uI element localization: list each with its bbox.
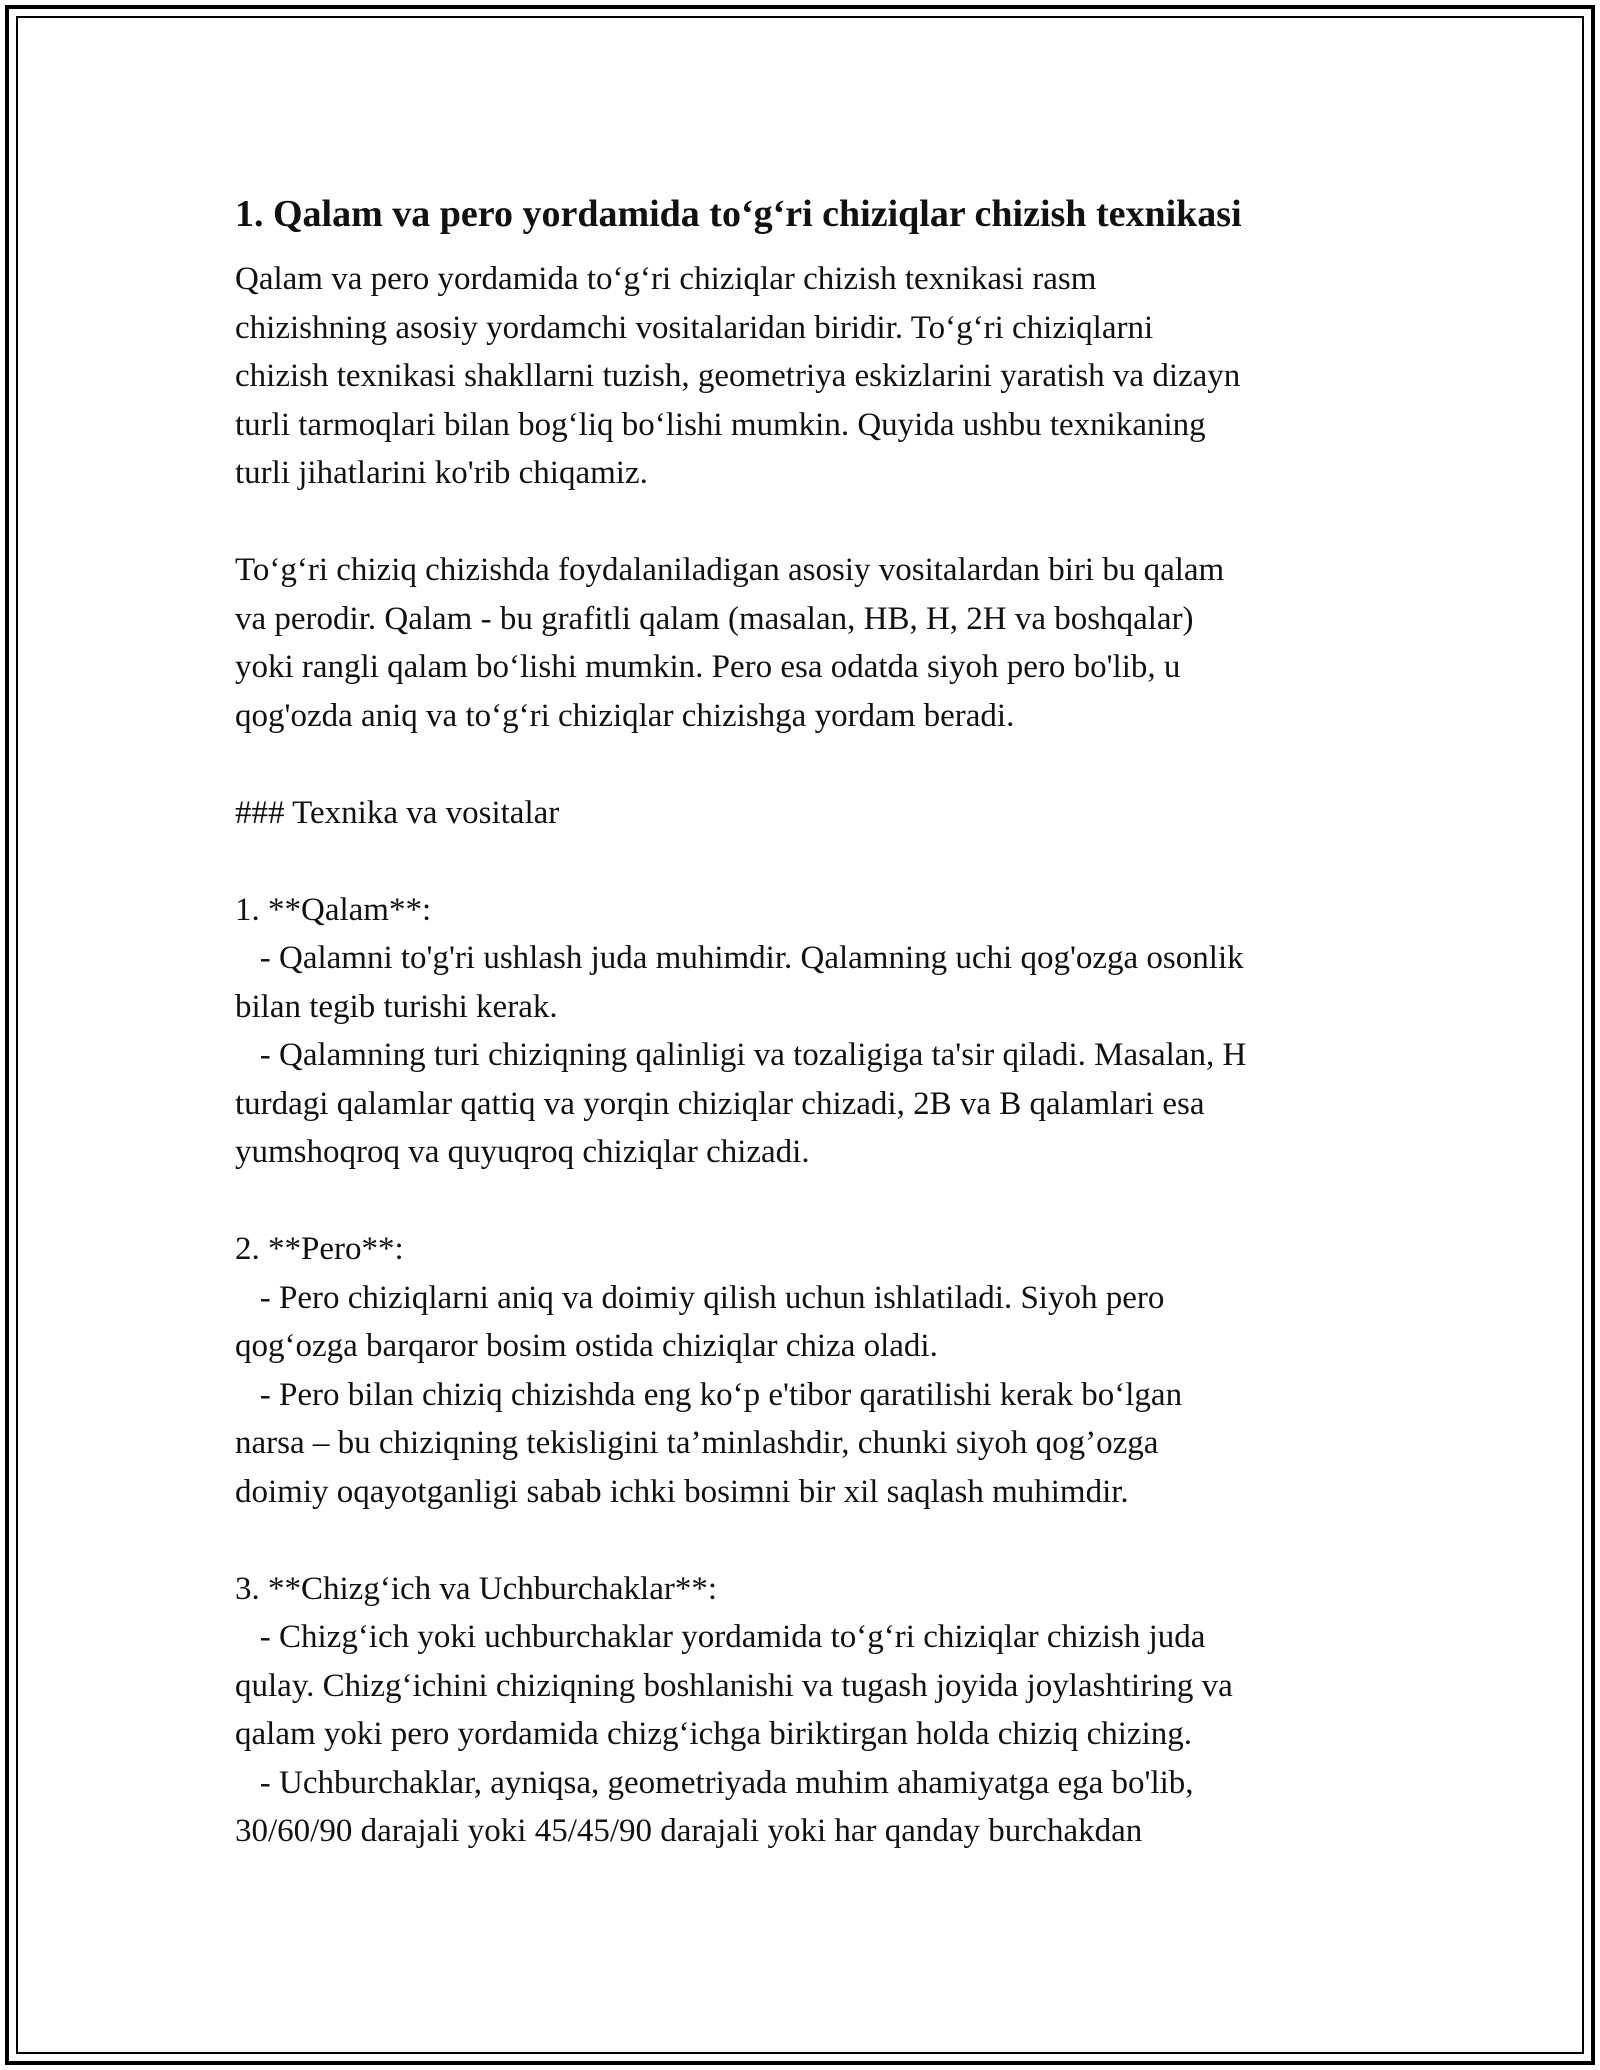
text-line: ### Texnika va vositalar (235, 794, 560, 831)
document-body (235, 183, 1375, 1856)
text-line: yumshoqroq va quyuqroq chiziqlar chizadi. (235, 1134, 810, 1170)
text-line: turdagi qalamlar qattiq va yorqin chiziqlar chizadi, 2B va B qalamlari esa (235, 1085, 1205, 1122)
section-heading: 1. Qalam va pero yordamida to‘g‘ri chiziqlar chizish texnikasi (235, 193, 1242, 235)
text-line: qog'ozda aniq va to‘g‘ri chiziqlar chizishga yordam beradi. (235, 697, 1015, 734)
text-line: 2. **Pero**: (235, 1231, 404, 1267)
blank-line (235, 740, 1375, 789)
text-line: - Qalamning turi chiziqning qalinligi va tozaligiga ta'sir qiladi. Masalan, H (235, 1037, 1247, 1073)
text-line: chizishning asosiy yordamchi vositalaridan biridir. To‘g‘ri chiziqlarni (235, 309, 1154, 346)
blank-line (235, 498, 1375, 547)
text-line: - Pero bilan chiziq chizishda eng ko‘p e'tibor qaratilishi kerak bo‘lgan (235, 1376, 1183, 1413)
text-line: turli tarmoqlari bilan bog‘liq bo‘lishi mumkin. Quyida ushbu texnikaning (235, 406, 1206, 443)
text-line: - Pero chiziqlarni aniq va doimiy qilish uchun ishlatiladi. Siyoh pero (235, 1279, 1165, 1316)
text-line: qulay. Chizg‘ichini chiziqning boshlanishi va tugash joyida joylashtiring va (235, 1667, 1233, 1704)
text-line: - Chizg‘ich yoki uchburchaklar yordamida to‘g‘ri chiziqlar chizish juda (235, 1619, 1206, 1655)
blank-line (235, 1516, 1375, 1565)
document-text (235, 255, 1375, 1856)
text-line: narsa – bu chiziqning tekisligini ta’minlashdir, chunki siyoh qog’ozga (235, 1425, 1159, 1461)
text-line: chizish texnikasi shakllarni tuzish, geometriya eskizlarini yaratish va dizayn (235, 358, 1241, 394)
text-line: bilan tegib turishi kerak. (235, 988, 558, 1025)
text-line: 1. **Qalam**: (235, 891, 432, 928)
text-line: - Qalamni to'g'ri ushlash juda muhimdir. Qalamning uchi qog'ozga osonlik (235, 940, 1244, 976)
text-line: 30/60/90 darajali yoki 45/45/90 darajali yoki har qanday burchakdan (235, 1813, 1143, 1849)
text-line: - Uchburchaklar, ayniqsa, geometriyada muhim ahamiyatga ega bo'lib, (235, 1764, 1194, 1801)
text-line: To‘g‘ri chiziq chizishda foydalaniladigan asosiy vositalardan biri bu qalam (235, 552, 1225, 588)
blank-line (235, 837, 1375, 886)
text-line: qog‘ozga barqaror bosim ostida chiziqlar chiza oladi. (235, 1328, 938, 1364)
text-line: 3. **Chizg‘ich va Uchburchaklar**: (235, 1570, 718, 1607)
text-line: qalam yoki pero yordamida chizg‘ichga biriktirgan holda chiziq chizing. (235, 1716, 1192, 1752)
text-line: va perodir. Qalam - bu grafitli qalam (masalan, HB, H, 2H va boshqalar) (235, 600, 1194, 637)
text-line: yoki rangli qalam bo‘lishi mumkin. Pero esa odatda siyoh pero bo'lib, u (235, 649, 1181, 685)
text-line: turli jihatlarini ko'rib chiqamiz. (235, 455, 648, 491)
blank-line (235, 1177, 1375, 1226)
text-line: doimiy oqayotganligi sabab ichki bosimni bir xil saqlash muhimdir. (235, 1473, 1129, 1510)
text-line: Qalam va pero yordamida to‘g‘ri chiziqlar chizish texnikasi rasm (235, 261, 1097, 297)
